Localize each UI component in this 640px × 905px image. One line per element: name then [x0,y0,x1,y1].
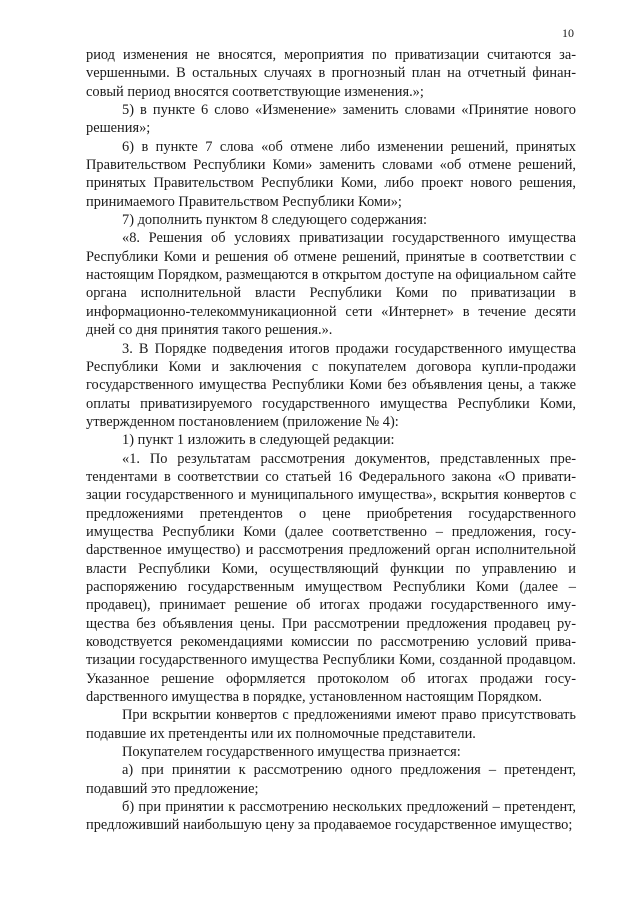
paragraph: б) при принятии к рассмотрению нескольких предложений – претендент, предложивший наибольшую цену за продаваемое государственное имущество; [86,799,576,834]
document-body [86,46,576,835]
paragraph: Покупателем государственного имущества признается: [122,744,461,761]
paragraph: 6) в пункте 7 слова «об отмене либо изменении решений, принятых Правительством Республики Коми» заменить словами «об отмене решений, принятых Правительством Республики Коми, либо проект нового решения, принимаемого Правительством Республики Коми»; [86,138,576,210]
paragraph: 7) дополнить пунктом 8 следующего содержания: [122,212,428,229]
paragraph: «8. Решения об условиях приватизации государственного имущества Республики Коми и решения об отмене решений, принятые в соответствии с настоящим Порядком, размещаются в открытом доступе на официальном сайте органа исполнительной власти Республики Коми по приватизации в информационно-телекоммуникационной сети «Интернет» в течение десяти дней со дня принятия такого решения.». [86,230,576,339]
page-number: 10 [562,26,574,40]
paragraph: «1. По результатам рассмотрения документов, представленных претендентами в соответствии со статьей 16 Федерального закона «О приватизации государственного и муниципального имущества», вскрытия конвертов с предложениями претендентов о цене приобретения государственного имущества Республики Коми (далее соответственно – предложения, госуdарственное имущество) и рассмотрения предложений орган исполнительной власти Республики Коми, осуществляющий функции по управлению и распоряжению государственным имуществом Республики Коми (далее – продавец), принимает решение об итогах продажи государственного имущества без объявления цены. При рассмотрении предложения продавец руководствуется рекомендациями комиссии по рассмотрению условий приватизации государственного имущества Республики Коми, созданной продавцом. Указанное решение оформляется протоколом об итогах продажи госуdарственного имущества в порядке, установленном настоящим Порядком. [86,450,576,706]
paragraph: 5) в пункте 6 слово «Изменение» заменить словами «Принятие нового решения»; [86,102,576,137]
paragraph: 3. В Порядке подведения итогов продажи государственного имущества Республики Коми и заключения с покупателем договора купли-продажи государственного имущества Республики Коми без объявления цены, а также оплаты приватизируемого государственного имущества Республики Коми, утвержденном постановлением (приложение № 4): [86,340,576,430]
paragraph: При вскрытии конвертов с предложениями имеют право присутствовать подавшие их претенденты или их полномочные представители. [86,707,576,742]
paragraph: 1) пункт 1 изложить в следующей редакции: [122,432,395,449]
paragraph: а) при принятии к рассмотрению одного предложения – претендент, подавший это предложение; [86,762,576,797]
paragraph: риод изменения не вносятся, мероприятия по приватизации считаются заvершенными. В остальных случаях в прогнозный план на отчетный финансовый период вносятся соответствующие изменения.»; [86,47,576,100]
